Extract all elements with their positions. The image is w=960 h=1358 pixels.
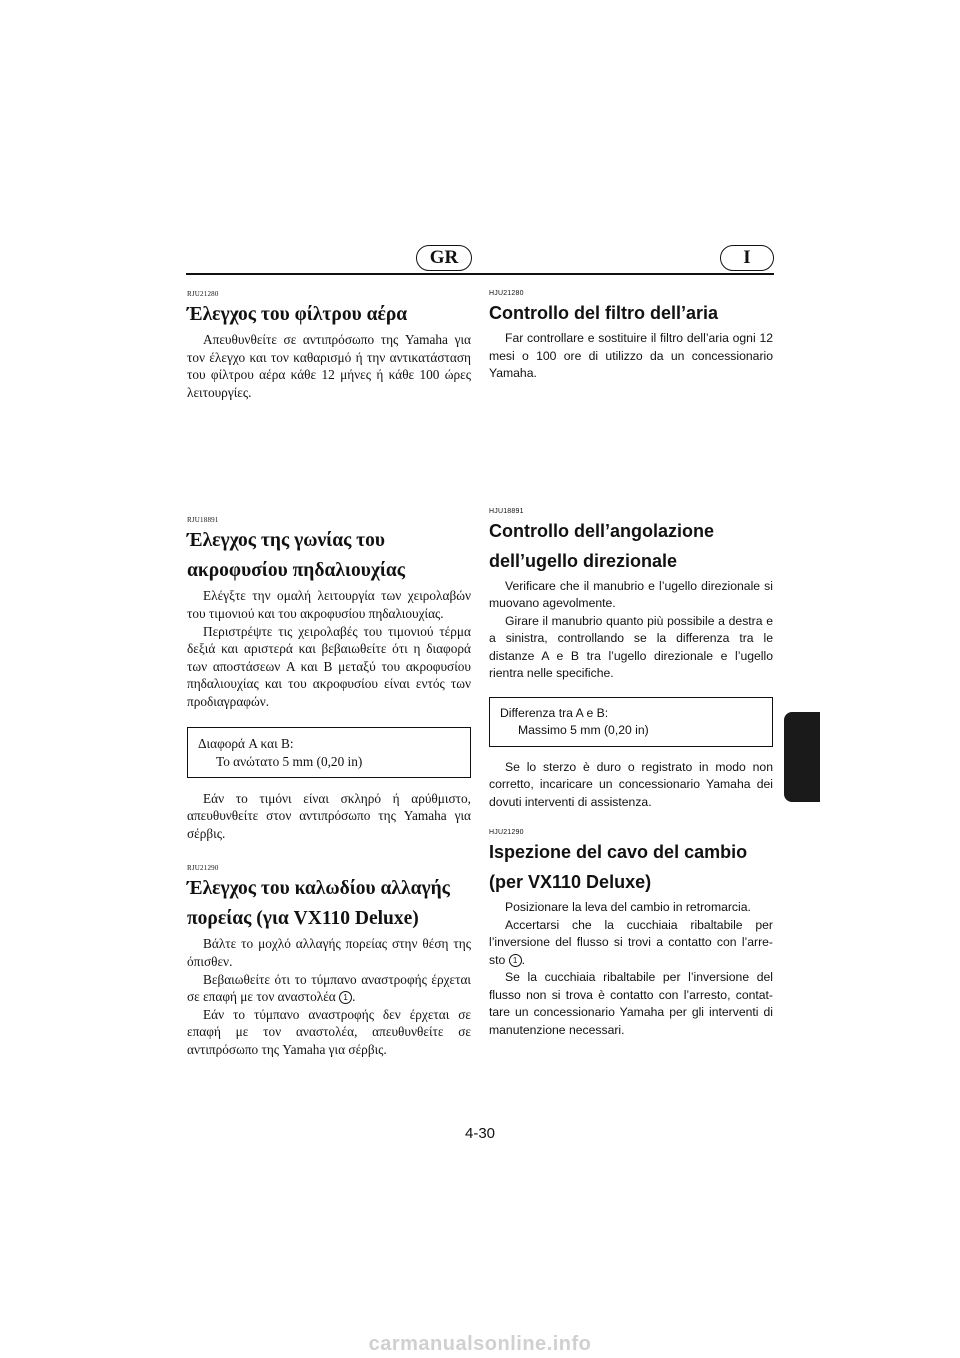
italian-column (489, 290, 773, 1039)
paragraph: Απευθυνθείτε σε αντιπρόσωπο της Yamaha για τον έλεγχο και τον καθαρισμό ή την αντικατάσταση του φίλτρου αέρα κάθε 12 μήνες ή κάθε 100 ώρες λειτουργίες. (187, 332, 471, 400)
page-number: 4-30 (464, 1125, 496, 1142)
language-badge-greek: GR (416, 245, 472, 271)
paragraph: Εάν το τιμόνι είναι σκληρό ή αρύθμιστο, απευθυνθείτε στον αντιπρόσωπο της Yamaha για σέρβις. (187, 790, 471, 841)
paragraph: Βάλτε το μοχλό αλλαγής πορείας στην θέση της όπισθεν. (187, 936, 471, 969)
section-code: HJU21280 (489, 290, 524, 297)
spec-label: Διαφορά A και B: (198, 735, 294, 751)
section-air-filter-it (489, 290, 773, 383)
section-shift-cable-gr (187, 864, 471, 1058)
section-code: RJU21280 (187, 290, 219, 298)
callout-number: 1 (339, 991, 352, 1004)
section-air-filter-gr (187, 290, 471, 401)
section-title-line-1: Controllo dell’angolazione (489, 520, 714, 541)
section-title-line-1: Ispezione del cavo del cambio (489, 842, 748, 862)
paragraph: Se la cucchiaia ribaltabile per l’inversione del flusso non si trova è contatto con l’arresto, contat-tare un concessionario Yamaha per gli interventi di manutenzione necessari. (489, 970, 773, 1037)
chapter-tab (784, 712, 820, 802)
paragraph: Posizionare la leva del cambio in retromarcia. (505, 900, 751, 914)
section-title-line-1: Έλεγχος της γωνίας του (187, 530, 386, 552)
section-title: Έλεγχος του φίλτρου αέρα (187, 304, 408, 325)
paragraph: Εάν το τύμπανο αναστροφής δεν έρχεται σε επαφή με τον αναστολέα, απευθυνθείτε σε αντιπρόσωπο της Yamaha για σέρβις. (187, 1006, 471, 1057)
section-steering-nozzle-gr (187, 516, 471, 842)
section-code: RJU18891 (187, 516, 219, 525)
section-code: RJU21290 (187, 864, 219, 873)
header-rule (186, 273, 774, 275)
paragraph: Se lo sterzo è duro o registrato in modo non corretto, incaricare un concessionario Yamaha dei dovuti interventi di assistenza. (489, 759, 773, 809)
paragraph-text: Βεβαιωθείτε ότι το τύμπανο αναστροφής έρχεται σε επαφή με τον αναστολέα (187, 971, 471, 1005)
spec-value: Το ανώτατο 5 mm (0,20 in) (216, 753, 363, 769)
paragraph (187, 971, 471, 1006)
paragraph: Girare il manubrio quanto più possibile a destra e a sinistra, controllando se la differenza tra le distanze A e B tra l’ugello direzionale e l’ugello rientra nelle specifiche. (489, 613, 773, 680)
watermark-link[interactable]: carmanualsonline.info (368, 1333, 592, 1355)
paragraph: Ελέγξτε την ομαλή λειτουργία των χειρολαβών του τιμονιού και του ακροφυσίου πηδαλιουχίας. (187, 588, 471, 621)
callout-number: 1 (509, 954, 522, 967)
section-title-line-2: dell’ugello direzionale (489, 550, 678, 571)
section-code: HJU18891 (489, 507, 524, 515)
punctuation: . (521, 952, 526, 967)
spec-label: Differenza tra A e B: (500, 705, 609, 720)
paragraph: Περιστρέψτε τις χειρολαβές του τιμονιού τέρμα δεξιά και αριστερά και βεβαιωθείτε ότι η διαφορά των αποστάσεων A και B μεταξύ του ακροφυσίου πηδαλιουχίας και του ακροφυσίου είναι εντός των προδιαγραφών. (187, 623, 471, 709)
punctuation: . (352, 989, 356, 1005)
section-title: Controllo del filtro dell’aria (489, 303, 719, 323)
spec-value: Massimo 5 mm (0,20 in) (518, 723, 649, 737)
section-steering-nozzle-it (489, 508, 773, 812)
spec-box (187, 727, 471, 778)
paragraph (489, 917, 773, 970)
language-badge-italian: I (720, 245, 774, 271)
section-title-line-2: πορείας (για VX110 Deluxe) (187, 908, 419, 930)
greek-column (187, 290, 471, 1058)
section-shift-cable-it (489, 829, 773, 1039)
paragraph-text: Accertarsi che la cucchiaia ribaltabile per l’inversione del flusso si trovi a contatto con l’arre-sto (489, 917, 773, 967)
section-title-line-2: ακροφυσίου πηδαλιουχίας (187, 560, 406, 582)
section-title-line-2: (per VX110 Deluxe) (489, 872, 652, 892)
section-code: HJU21290 (489, 829, 524, 836)
paragraph: Far controllare e sostituire il filtro dell’aria ogni 12 mesi o 100 ore di utilizzo da un concessionario Yamaha. (489, 331, 773, 380)
spec-box (489, 697, 773, 747)
section-title-line-1: Έλεγχος του καλωδίου αλλαγής (187, 878, 450, 900)
paragraph: Verificare che il manubrio e l’ugello direzionale si muovano agevolmente. (489, 578, 773, 610)
